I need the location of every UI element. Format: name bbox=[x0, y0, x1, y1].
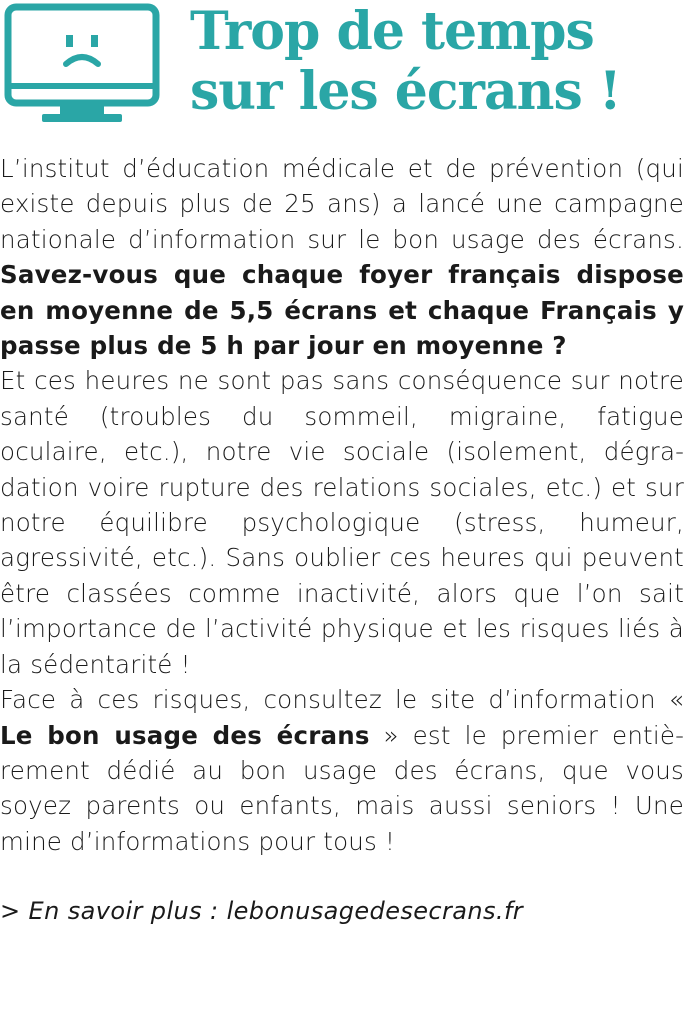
paragraph-consequences bbox=[0, 363, 684, 682]
paragraph-intro bbox=[0, 151, 684, 363]
header bbox=[0, 0, 684, 140]
title-line-2: sur les écrans ! bbox=[190, 61, 621, 122]
more-info-link[interactable]: En savoir plus : lebonusagedesecrans.fr bbox=[28, 897, 524, 926]
consequences-text: Et ces heures ne sont pas sans conséquence sur notre santé (troubles du sommeil, migraine, fatigue oculaire, etc.), notre vie sociale (isolement, dégradation voire rupture des relations sociales, etc.) et sur notre équilibre psychologique (stress, humeur, agressivité, etc.). Sans oublier ces heures qui peuvent être classées comme inactivité, alors que l’on sait l’importance de l’activité physique et les risques liés à la sédentarité ! bbox=[0, 366, 684, 679]
more-info-line bbox=[0, 894, 684, 929]
site-text-after: » est le premier entièrement dédié au bon usage des écrans, que vous soyez parents ou enfants, mais aussi seniors ! Une mine d’informations pour tous ! bbox=[0, 720, 684, 856]
article-body bbox=[0, 151, 684, 930]
more-info-prefix: > bbox=[0, 897, 21, 926]
intro-highlight: Savez-vous que chaque foyer français dispose en moyenne de 5,5 écrans et chaque Français y passe plus de 5 h par jour en moyenne ? bbox=[0, 260, 684, 361]
site-text-before: Face à ces risques, consultez le site d’information « bbox=[0, 685, 684, 715]
title-line-1: Trop de temps bbox=[190, 1, 594, 62]
intro-text: L’institut d’éducation médicale et de prévention (qui existe depuis plus de 25 ans) a lancé une campagne nationale d’information sur le bon usage des écrans. bbox=[0, 154, 684, 254]
paragraph-site bbox=[0, 682, 684, 859]
site-name: Le bon usage des écrans bbox=[0, 720, 370, 750]
sad-monitor-icon bbox=[2, 2, 162, 128]
page-title bbox=[190, 2, 621, 122]
